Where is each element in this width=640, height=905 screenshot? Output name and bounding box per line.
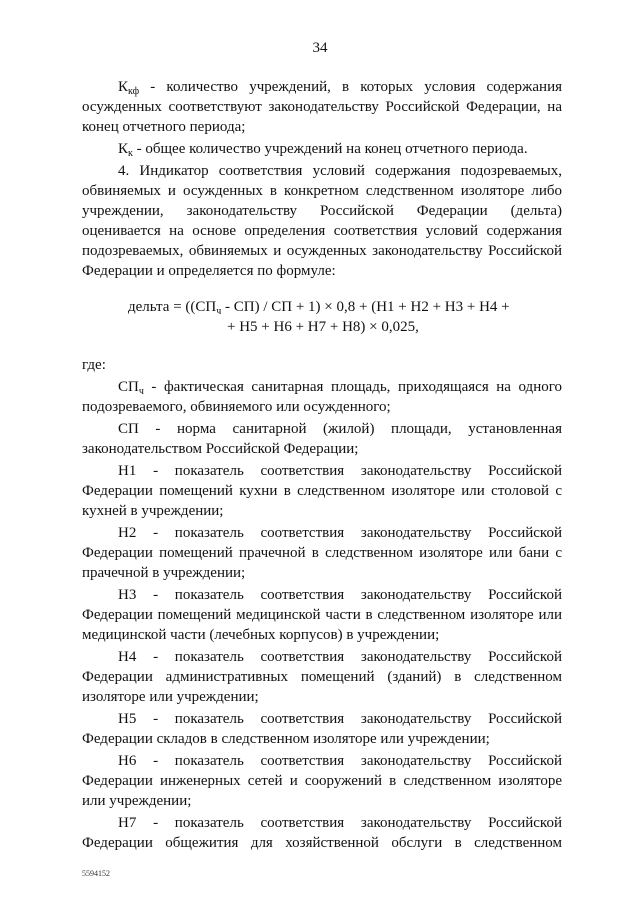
definition-h6: Н6 - показатель соответствия законодательству Российской Федерации инженерных сетей и сооружений в следственном изоляторе или учреждении; [82, 753, 562, 809]
definition-text: - фактическая санитарная площадь, приходящаяся на одного подозреваемого, обвиняемого или осужденного; [82, 379, 562, 415]
symbol-sp: СП [118, 379, 139, 395]
formula-line-2: + Н5 + Н6 + Н7 + Н8) × 0,025, [227, 319, 419, 335]
definition-k-kf [82, 77, 562, 137]
where-label: где: [82, 357, 106, 373]
definition-h5: Н5 - показатель соответствия законодательству Российской Федерации складов в следственном изоляторе или учреждении; [82, 711, 562, 747]
definition-h3: Н3 - показатель соответствия законодательству Российской Федерации помещений медицинской части в следственном изоляторе или медицинской части (лечебных корпусов) в учреждении; [82, 587, 562, 643]
symbol-k: К [118, 79, 129, 95]
subscript-k: к [128, 148, 133, 159]
definition-h1: Н1 - показатель соответствия законодательству Российской Федерации помещений кухни в следственном изоляторе или столовой с кухней в учреждении; [82, 463, 562, 519]
definition-sp-ch [82, 377, 562, 417]
definition-text: - общее количество учреждений на конец отчетного периода. [132, 141, 528, 157]
subscript-kf: кф [128, 86, 140, 97]
page-number: 34 [312, 40, 328, 56]
definition-k-k [82, 139, 562, 159]
definition-sp: СП - норма санитарной (жилой) площади, установленная законодательством Российской Федерации; [82, 421, 562, 457]
symbol-k: К [118, 141, 129, 157]
subscript-ch: ч [138, 386, 144, 397]
paragraph-item-4: 4. Индикатор соответствия условий содержания подозреваемых, обвиняемых и осужденных в конкретном следственном изоляторе либо учреждении, законодательству Российской Федерации (дельта) оценивается на основе определения соответствия условий содержания подозреваемых, обвиняемых и осужденных законодательству Российской Федерации и определяется по формуле: [82, 163, 562, 279]
document-body [82, 77, 562, 855]
definition-h2: Н2 - показатель соответствия законодательству Российской Федерации помещений прачечной в следственном изоляторе или бани с прачечной в учреждении; [82, 525, 562, 581]
definition-h7: Н7 - показатель соответствия законодательству Российской Федерации общежития для хозяйственной обслуги в следственном [82, 815, 562, 851]
document-id: 5594152 [82, 869, 110, 878]
formula [82, 297, 562, 337]
definition-text: - количество учреждений, в которых условия содержания осужденных соответствуют законодательству Российской Федерации, на конец отчетного периода; [82, 79, 562, 135]
definition-h4: Н4 - показатель соответствия законодательству Российской Федерации административных помещений (зданий) в следственном изоляторе или учреждении; [82, 649, 562, 705]
formula-line-1: дельта = ($(СП_ч - СП)$ / СП + 1) × 0,8 + (Н1 + Н2 + Н3 + Н4 + [128, 299, 510, 317]
